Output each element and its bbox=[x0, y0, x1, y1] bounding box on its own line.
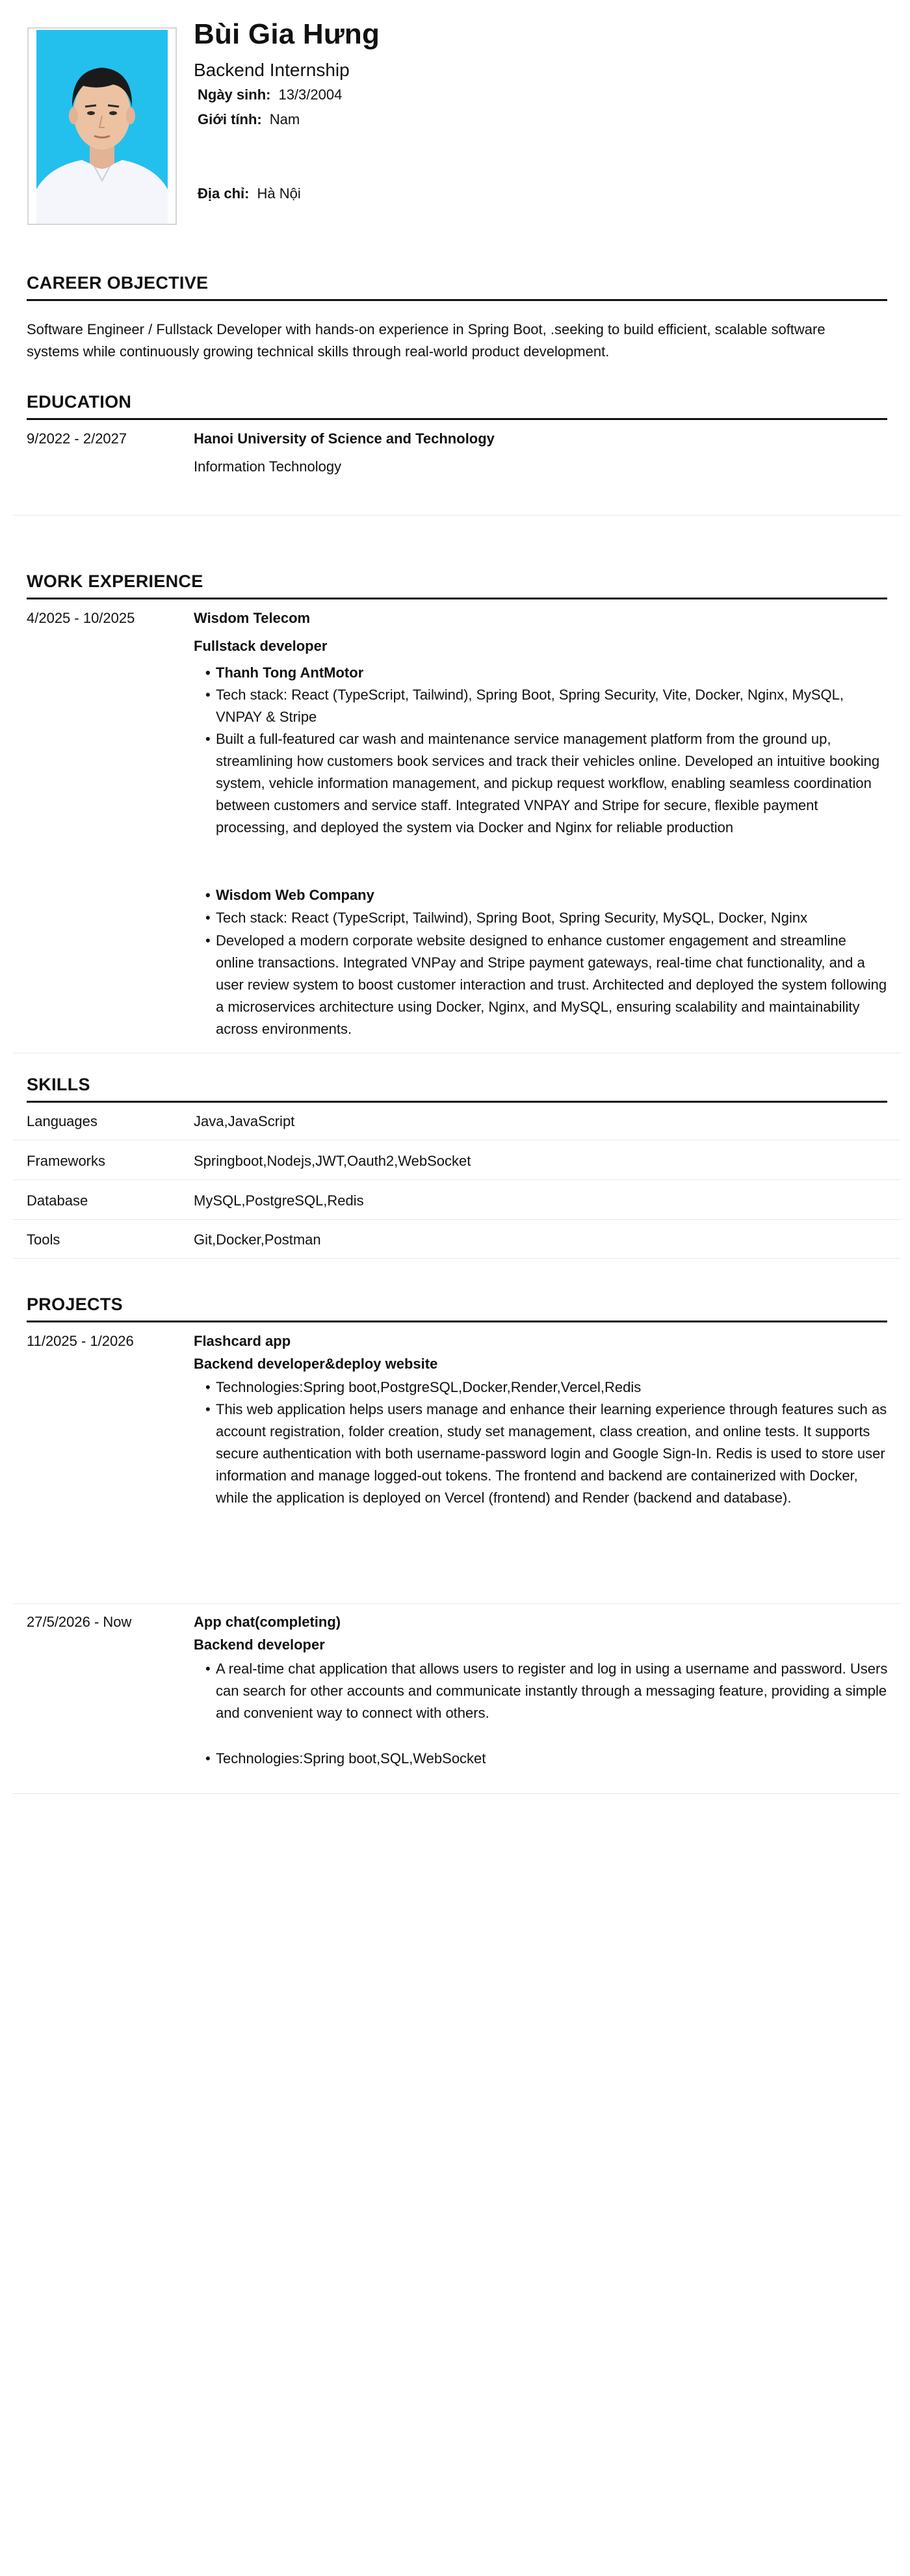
work-project-item bbox=[205, 884, 888, 906]
list-item bbox=[205, 728, 888, 839]
project-period: 11/2025 - 1/2026 bbox=[27, 1333, 134, 1349]
list-item bbox=[205, 684, 888, 728]
bullet-glyph: • bbox=[205, 731, 211, 747]
desired-role: Backend Internship bbox=[194, 60, 350, 80]
gender-label: Giới tính: bbox=[198, 111, 262, 127]
work-project-item bbox=[205, 662, 888, 684]
skill-label: Frameworks bbox=[27, 1153, 106, 1169]
work-period: 4/2025 - 10/2025 bbox=[27, 610, 135, 626]
project-period: 27/5/2026 - Now bbox=[27, 1614, 132, 1630]
row-divider bbox=[13, 1179, 901, 1180]
skills-title: SKILLS bbox=[27, 1075, 90, 1094]
list-item bbox=[205, 930, 888, 1040]
list-item bbox=[205, 907, 888, 929]
work-project-name: Wisdom Web Company bbox=[216, 887, 374, 903]
bullet-glyph: • bbox=[205, 932, 211, 949]
bullet-glyph: • bbox=[205, 887, 211, 903]
skill-value: Java,JavaScript bbox=[194, 1113, 295, 1129]
list-item bbox=[205, 1658, 888, 1724]
work-project-name: Thanh Tong AntMotor bbox=[216, 664, 364, 681]
candidate-name: Bùi Gia Hưng bbox=[194, 18, 380, 50]
projects-title: PROJECTS bbox=[27, 1295, 123, 1314]
education-school: Hanoi University of Science and Technology bbox=[194, 430, 495, 447]
skill-value: Git,Docker,Postman bbox=[194, 1231, 321, 1248]
career-objective-title: CAREER OBJECTIVE bbox=[27, 273, 209, 293]
project-bullet-text: This web application helps users manage and enhance their learning experience through features such as account registration, folder creation, study set management, class creation, and online tests. It supports secure authentication with both username-password login and Google Sign-In. Redis is used to store user information and manage logged-out tokens. The frontend and backend are containerized with Docker, while the application is deployed on Vercel (frontend) and Render (backend and database). bbox=[216, 1401, 887, 1506]
row-divider bbox=[13, 515, 901, 516]
section-divider bbox=[27, 598, 887, 599]
bullet-glyph: • bbox=[205, 687, 211, 703]
skill-label: Tools bbox=[27, 1231, 60, 1248]
section-divider bbox=[27, 1101, 887, 1103]
project-role: Backend developer&deploy website bbox=[194, 1356, 438, 1372]
work-bullet-text: Built a full-featured car wash and maintenance service management platform from the ground up, streamlining how customers book services and track their vehicles online. Developed an intuitive booking system, vehicle information management, and pickup request workflow, enabling seamless coordination between customers and service staff. Integrated VNPAY and Stripe for secure, flexible payment processing, and deployed the system via Docker and Nginx for reliable production bbox=[216, 731, 880, 835]
skill-value: MySQL,PostgreSQL,Redis bbox=[194, 1192, 364, 1209]
education-title: EDUCATION bbox=[27, 392, 132, 412]
bullet-glyph: • bbox=[205, 664, 211, 681]
row-divider bbox=[13, 1258, 901, 1259]
work-bullet-text: Tech stack: React (TypeScript, Tailwind), Spring Boot, Spring Security, Vite, Docker, Nginx, MySQL, VNPAY & Stripe bbox=[216, 687, 844, 725]
section-divider bbox=[27, 418, 887, 420]
education-period: 9/2022 - 2/2027 bbox=[27, 430, 127, 447]
row-divider bbox=[13, 1793, 901, 1794]
profile-photo bbox=[27, 27, 177, 225]
list-item bbox=[205, 1399, 888, 1509]
skill-value: Springboot,Nodejs,JWT,Oauth2,WebSocket bbox=[194, 1153, 471, 1169]
list-item bbox=[205, 1748, 888, 1770]
skill-label: Languages bbox=[27, 1113, 98, 1129]
project-name: Flashcard app bbox=[194, 1333, 291, 1349]
address-row bbox=[198, 185, 301, 202]
skill-label: Database bbox=[27, 1192, 88, 1209]
project-name: App chat(completing) bbox=[194, 1614, 341, 1630]
career-objective-text: Software Engineer / Fullstack Developer with hands-on experience in Spring Boot, .seeking to build efficient, scalable software systems while continuously growing technical skills through real-world product development. bbox=[27, 321, 826, 360]
birthdate-row bbox=[198, 86, 342, 103]
section-divider bbox=[27, 299, 887, 301]
birthdate-label: Ngày sinh: bbox=[198, 86, 271, 103]
gender-row bbox=[198, 111, 300, 128]
gender-value: Nam bbox=[269, 111, 300, 127]
birthdate-value: 13/3/2004 bbox=[278, 86, 343, 103]
education-major: Information Technology bbox=[194, 458, 342, 475]
bullet-glyph: • bbox=[205, 1379, 211, 1395]
work-bullet-text: Developed a modern corporate website designed to enhance customer engagement and streamline online transactions. Integrated VNPay and Stripe payment gateways, real-time chat functionality, and a user review system to boost customer interaction and trust. Architected and deployed the system following a microservices architecture using Docker, Nginx, and MySQL, ensuring scalability and maintainability across environments. bbox=[216, 932, 887, 1037]
address-label: Địa chỉ: bbox=[198, 185, 250, 202]
project-bullet-text: Technologies:Spring boot,PostgreSQL,Docker,Render,Vercel,Redis bbox=[216, 1379, 642, 1395]
project-role: Backend developer bbox=[194, 1636, 325, 1653]
project-bullet-text: A real-time chat application that allows users to register and log in using a username and password. Users can search for other accounts and communicate instantly through a messaging feature, providing a simple and convenient way to connect with others. bbox=[216, 1661, 888, 1721]
bullet-glyph: • bbox=[205, 910, 211, 926]
section-divider bbox=[27, 1321, 887, 1322]
row-divider bbox=[13, 1219, 901, 1220]
list-item bbox=[205, 1376, 888, 1399]
work-company: Wisdom Telecom bbox=[194, 610, 311, 626]
work-position: Fullstack developer bbox=[194, 638, 328, 654]
work-experience-title: WORK EXPERIENCE bbox=[27, 572, 203, 591]
row-divider bbox=[13, 1603, 901, 1604]
address-value: Hà Nội bbox=[257, 185, 301, 202]
work-bullet-text: Tech stack: React (TypeScript, Tailwind), Spring Boot, Spring Security, MySQL, Docker, Nginx bbox=[216, 910, 808, 926]
bullet-glyph: • bbox=[205, 1750, 211, 1767]
bullet-glyph: • bbox=[205, 1401, 211, 1417]
bullet-glyph: • bbox=[205, 1661, 211, 1677]
project-bullet-text: Technologies:Spring boot,SQL,WebSocket bbox=[216, 1750, 486, 1767]
